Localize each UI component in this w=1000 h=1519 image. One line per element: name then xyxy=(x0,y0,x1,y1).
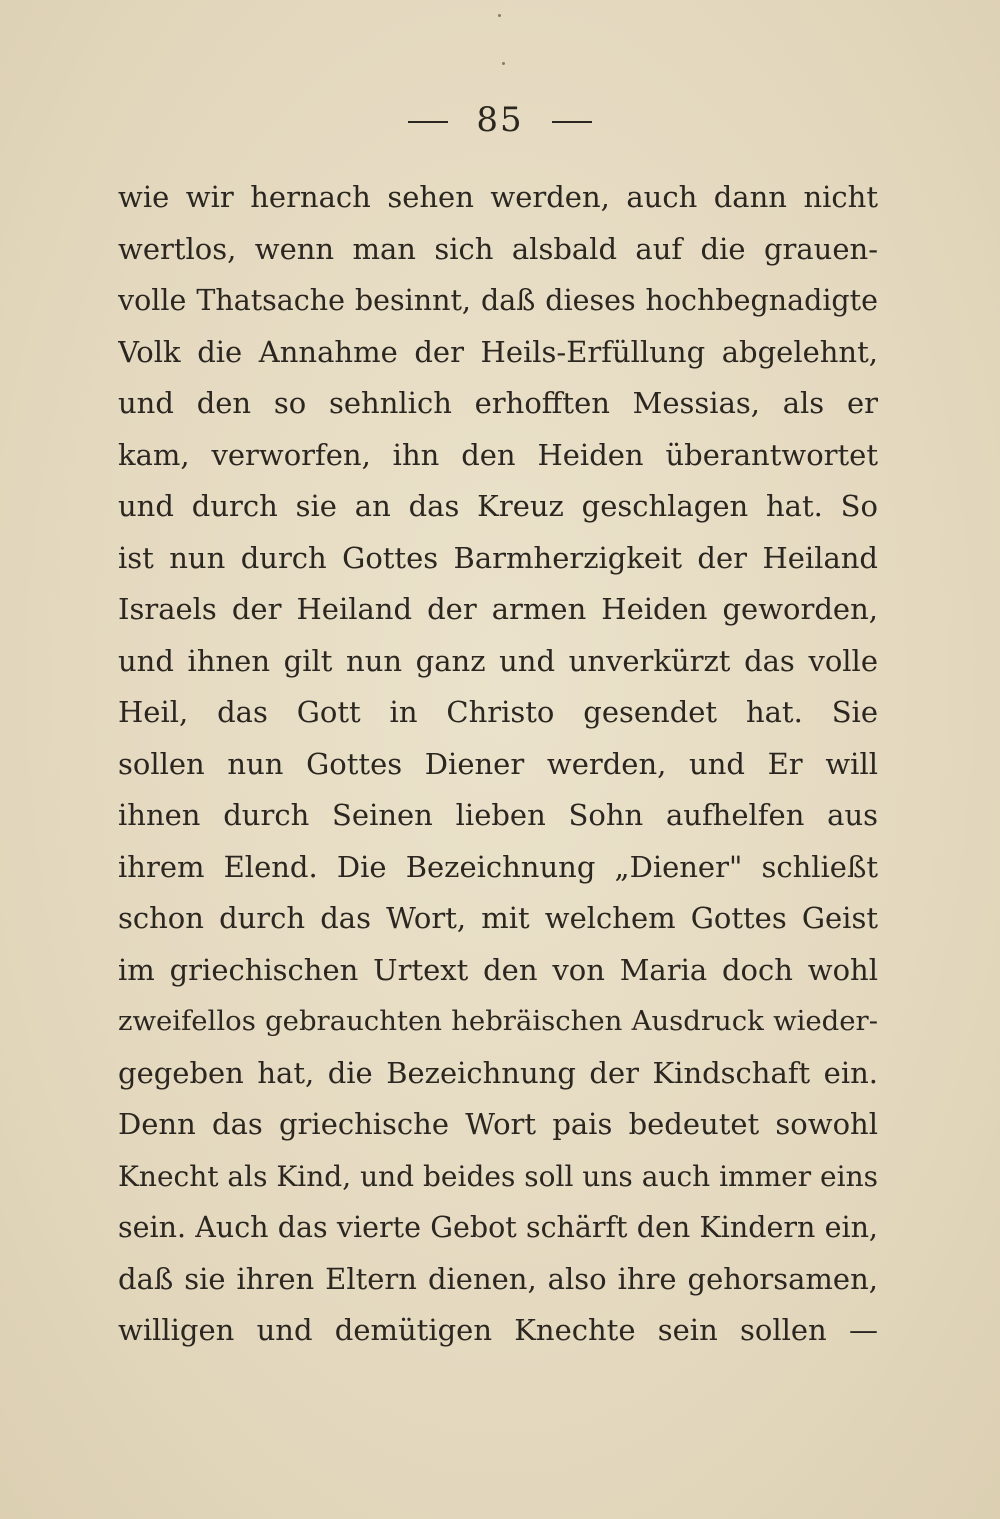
page-header xyxy=(0,100,1000,140)
text-line: kam, verworfen, ihn den Heiden überantwortet xyxy=(118,437,878,472)
page-number: 85 xyxy=(476,100,524,140)
text-line: und den so sehnlich erhofften Messias, als er xyxy=(118,386,878,420)
text-line: und durch sie an das Kreuz geschlagen hat. So xyxy=(118,489,878,523)
text-line: Israels der Heiland der armen Heiden geworden, xyxy=(118,592,878,626)
text-line: schon durch das Wort, mit welchem Gottes Geist xyxy=(118,901,878,935)
text-line: sollen nun Gottes Diener werden, und Er will xyxy=(118,746,878,781)
text-line: sein. Auch das vierte Gebot schärft den Kindern ein, xyxy=(118,1211,878,1244)
text-line: Volk die Annahme der Heils-Erfüllung abgelehnt, xyxy=(118,334,878,369)
text-line: volle Thatsache besinnt, daß dieses hochbegnadigte xyxy=(118,284,878,317)
text-line: ist nun durch Gottes Barmherzigkeit der Heiland xyxy=(118,540,878,575)
text-line: ihnen durch Seinen lieben Sohn aufhelfen aus xyxy=(118,798,878,832)
paper-speck xyxy=(498,14,501,17)
header-dash-left xyxy=(408,121,448,123)
paper-speck xyxy=(502,62,505,65)
text-line: Knecht als Kind, und beides soll uns auch immer eins xyxy=(118,1159,878,1193)
text-line: daß sie ihren Eltern dienen, also ihre gehorsamen, xyxy=(118,1261,878,1296)
body-text xyxy=(118,172,878,1357)
text-line: wertlos, wenn man sich alsbald auf die grauen- xyxy=(118,231,878,266)
header-dash-right xyxy=(552,121,592,123)
text-line: im griechischen Urtext den von Maria doch wohl xyxy=(118,952,878,987)
text-line: wie wir hernach sehen werden, auch dann nicht xyxy=(118,180,878,214)
text-line: willigen und demütigen Knechte sein sollen — xyxy=(118,1313,878,1347)
text-line: ihrem Elend. Die Bezeichnung „Diener" schließt xyxy=(118,849,878,884)
text-line: und ihnen gilt nun ganz und unverkürzt das volle xyxy=(118,643,878,678)
text-line: Denn das griechische Wort pais bedeutet sowohl xyxy=(118,1107,878,1141)
text-line: zweifellos gebrauchten hebräischen Ausdruck wieder- xyxy=(118,1005,878,1037)
text-line: gegeben hat, die Bezeichnung der Kindschaft ein. xyxy=(118,1055,878,1090)
text-line: Heil, das Gott in Christo gesendet hat. Sie xyxy=(118,695,878,729)
